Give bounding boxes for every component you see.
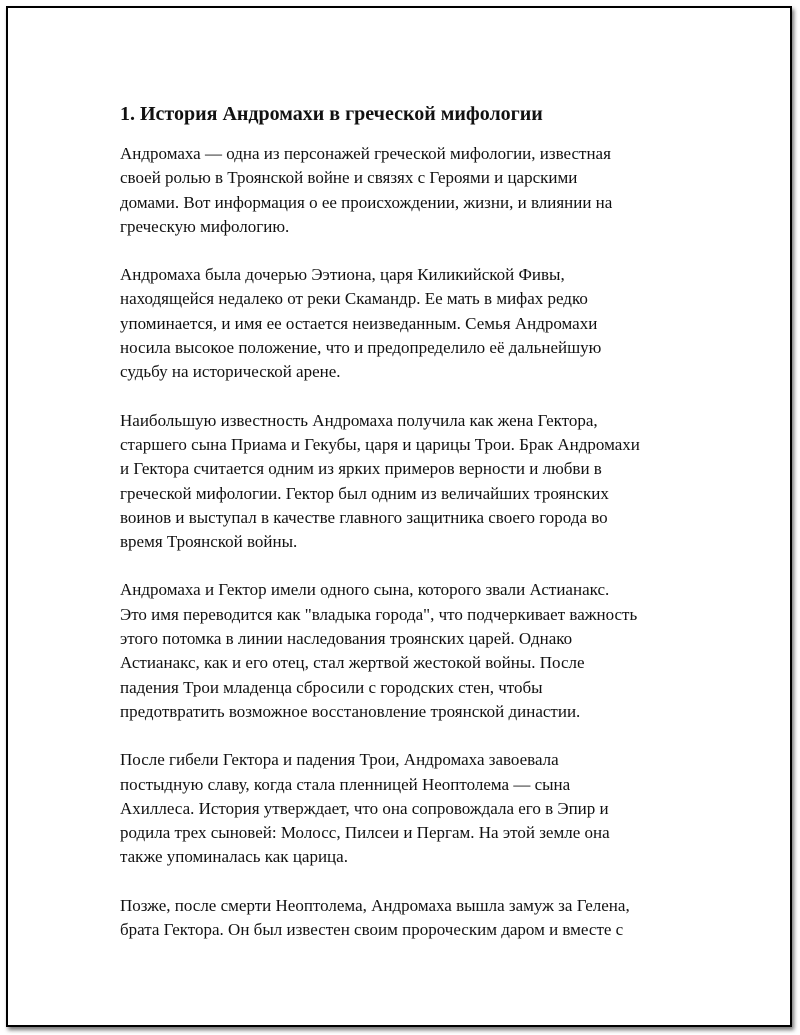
text-line: воинов и выступал в качестве главного защитника своего города во [120, 507, 608, 527]
paragraph [120, 894, 700, 943]
paragraph [120, 578, 700, 724]
text-line: Наибольшую известность Андромаха получила как жена Гектора, [120, 410, 598, 430]
text-line: Ахиллеса. История утверждает, что она сопровождала его в Эпир и [120, 798, 609, 818]
paragraph-list [120, 142, 700, 942]
text-line: Андромаха — одна из персонажей греческой мифологии, известная [120, 144, 611, 163]
text-line: своей ролью в Троянской войне и связях с Героями и царскими [120, 168, 578, 188]
text-line: падения Трои младенца сбросили с городских стен, чтобы [120, 677, 543, 697]
text-line: греческой мифологии. Гектор был одним из величайших троянских [120, 483, 609, 503]
text-line: предотвратить возможное восстановление троянской династии. [120, 701, 581, 721]
text-line: постыдную славу, когда стала пленницей Неоптолема — сына [120, 774, 571, 794]
text-line: этого потомка в линии наследования троянских царей. Однако [120, 629, 573, 649]
text-line: родила трех сыновей: Молосс, Пилсеи и Пергам. На этой земле она [120, 823, 610, 843]
text-line: Андромаха и Гектор имели одного сына, которого звали Астианакс. [120, 580, 610, 600]
text-line: домами. Вот информация о ее происхождении, жизни, и влиянии на [120, 192, 613, 212]
text-line: находящейся недалеко от реки Скамандр. Ее мать в мифах редко [120, 289, 588, 309]
text-line: носила высокое положение, что и предопределило её дальнейшую [120, 338, 602, 358]
page-frame [6, 6, 792, 1027]
text-line: также упоминалась как царица. [120, 847, 348, 867]
document-body [120, 100, 700, 966]
text-line: брата Гектора. Он был известен своим пророческим даром и вместе с [120, 920, 624, 940]
text-line: старшего сына Приама и Гекубы, царя и царицы Трои. Брак Андромахи [120, 434, 640, 454]
text-line: время Троянской войны. [120, 532, 298, 552]
text-line: Андромаха была дочерью Ээтиона, царя Киликийской Фивы, [120, 265, 565, 285]
text-line: судьбу на исторической арене. [120, 362, 341, 382]
text-line: Позже, после смерти Неоптолема, Андромаха вышла замуж за Гелена, [120, 895, 630, 915]
paragraph [120, 263, 700, 384]
text-line: После гибели Гектора и падения Трои, Андромаха завоевала [120, 750, 559, 770]
paragraph [120, 142, 700, 239]
text-line: Это имя переводится как "владыка города", что подчеркивает важность [120, 604, 638, 624]
paragraph [120, 409, 700, 555]
text-line: Астианакс, как и его отец, стал жертвой жестокой войны. После [120, 653, 585, 673]
document-title: 1. История Андромахи в греческой мифологии [120, 103, 543, 125]
paragraph [120, 748, 700, 869]
text-line: и Гектора считается одним из ярких примеров верности и любви в [120, 459, 602, 479]
text-line: греческую мифологию. [120, 216, 290, 236]
text-line: упоминается, и имя ее остается неизведанным. Семья Андромахи [120, 313, 598, 333]
